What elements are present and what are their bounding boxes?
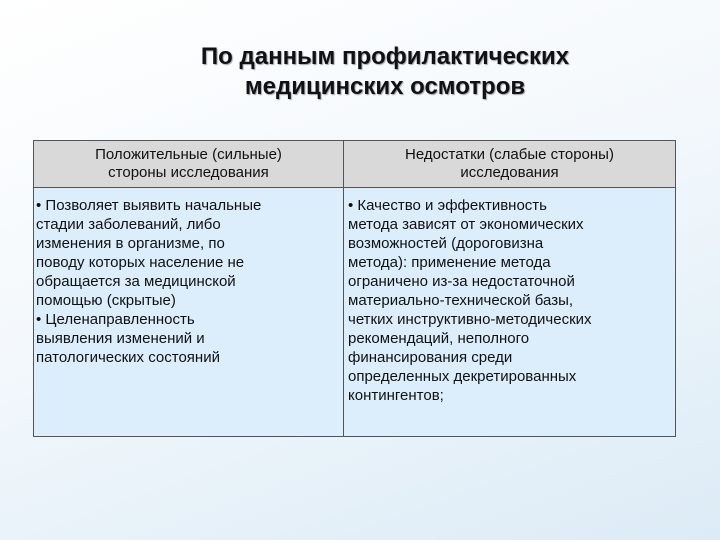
slide-title-line-1: По данным профилактических	[200, 43, 570, 70]
weaknesses-line: • Качество и эффективность	[348, 197, 547, 214]
weaknesses-line: определенных декретированных	[348, 368, 577, 385]
strengths-cell	[34, 188, 344, 437]
weaknesses-header-line-2: исследования	[460, 164, 559, 181]
table-body-row	[34, 188, 676, 437]
weaknesses-line: четких инструктивно-методических	[348, 311, 592, 328]
strengths-line: патологических состояний	[36, 349, 220, 366]
weaknesses-cell	[344, 188, 676, 437]
strengths-header-line-1: Положительные (сильные)	[95, 146, 282, 163]
weaknesses-line: возможностей (дороговизна	[348, 235, 544, 252]
comparison-table	[33, 140, 676, 437]
slide-title-line-2: медицинских осмотров	[244, 73, 526, 100]
strengths-line: обращается за медицинской	[36, 273, 236, 290]
table-header-row	[34, 141, 676, 188]
weaknesses-line: ограничено из-за недостаточной	[348, 273, 575, 290]
strengths-line: изменения в организме, по	[36, 235, 225, 252]
strengths-line: • Позволяет выявить начальные	[36, 197, 262, 214]
weaknesses-line: метода): применение метода	[348, 254, 551, 271]
strengths-line: помощью (скрытые)	[36, 292, 176, 309]
weaknesses-header	[344, 141, 676, 188]
weaknesses-line: контингентов;	[348, 387, 444, 404]
weaknesses-line: метода зависят от экономических	[348, 216, 584, 233]
weaknesses-line: финансирования среди	[348, 349, 513, 366]
weaknesses-line: рекомендаций, неполного	[348, 330, 530, 347]
strengths-line: • Целенаправленность	[36, 311, 195, 328]
strengths-header	[34, 141, 344, 188]
strengths-line: поводу которых население не	[36, 254, 245, 271]
slide-title	[160, 42, 610, 102]
strengths-line: выявления изменений и	[36, 330, 205, 347]
weaknesses-line: материально-технической базы,	[348, 292, 574, 309]
strengths-header-line-2: стороны исследования	[108, 164, 269, 181]
strengths-line: стадии заболеваний, либо	[36, 216, 221, 233]
weaknesses-header-line-1: Недостатки (слабые стороны)	[405, 146, 614, 163]
